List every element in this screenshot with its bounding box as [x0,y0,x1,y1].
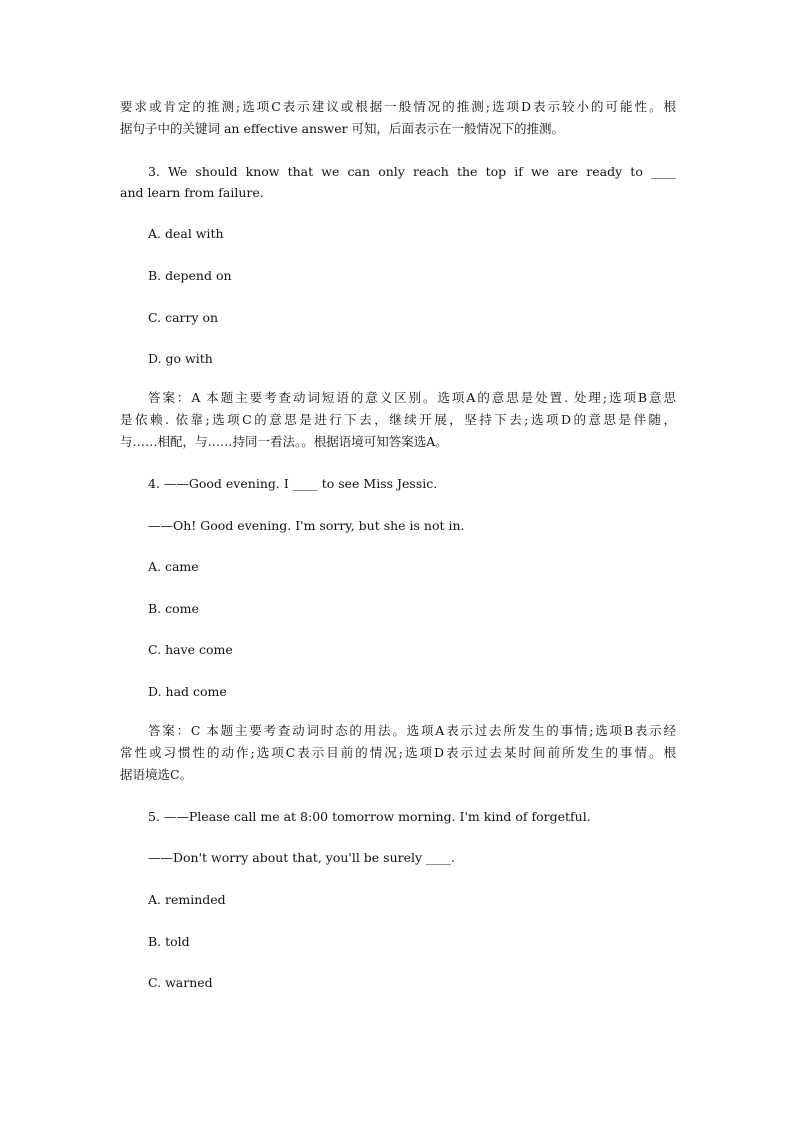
question-4-option-b: B. come [148,601,199,616]
question-4-answer-cont: 常性或习惯性的动作;选项C表示目前的情况;选项D表示过去某时间前所发生的事情。根 [120,745,676,760]
question-5-option-b: B. told [148,934,190,949]
question-3-answer: 答案：A 本题主要考查动词短语的意义区别。选项A的意思是处置. 处理;选项B意思 [148,390,676,405]
question-3-option-a: A. deal with [148,226,224,241]
question-5-stem-cont: ——Don't worry about that, you'll be surely ____. [148,850,456,865]
explanation-line: 据句子中的关键词 an effective answer 可知，后面表示在一般情况下的推测。 [120,121,565,136]
explanation-line: 要求或肯定的推测;选项C表示建议或根据一般情况的推测;选项D表示较小的可能性。根 [120,99,676,114]
question-3-option-d: D. go with [148,351,213,366]
question-5-stem: 5. ——Please call me at 8:00 tomorrow morning. I'm kind of forgetful. [148,809,591,824]
question-3-option-c: C. carry on [148,310,219,325]
question-3-answer-cont: 与……相配，与……持同一看法。。根据语境可知答案选A。 [120,434,448,449]
question-3-answer-cont: 是依赖. 依靠;选项C的意思是进行下去，继续开展，坚持下去;选项D的意思是伴随， [120,412,676,427]
question-4-option-d: D. had come [148,684,227,699]
question-4-answer-cont: 据语境选C。 [120,767,193,782]
question-4-option-a: A. came [148,559,199,574]
question-4-stem-cont: ——Oh! Good evening. I'm sorry, but she is not in. [148,518,465,533]
question-5-option-c: C. warned [148,975,213,990]
question-4-stem: 4. ——Good evening. I ____ to see Miss Jessic. [148,476,438,491]
question-4-option-c: C. have come [148,642,233,657]
question-3-stem: 3. We should know that we can only reach the top if we are ready to ____ [148,164,676,179]
question-3-stem-cont: and learn from failure. [120,185,264,200]
question-5-option-a: A. reminded [148,892,226,907]
question-3-option-b: B. depend on [148,268,232,283]
question-4-answer: 答案：C 本题主要考查动词时态的用法。选项A表示过去所发生的事情;选项B表示经 [148,723,676,738]
